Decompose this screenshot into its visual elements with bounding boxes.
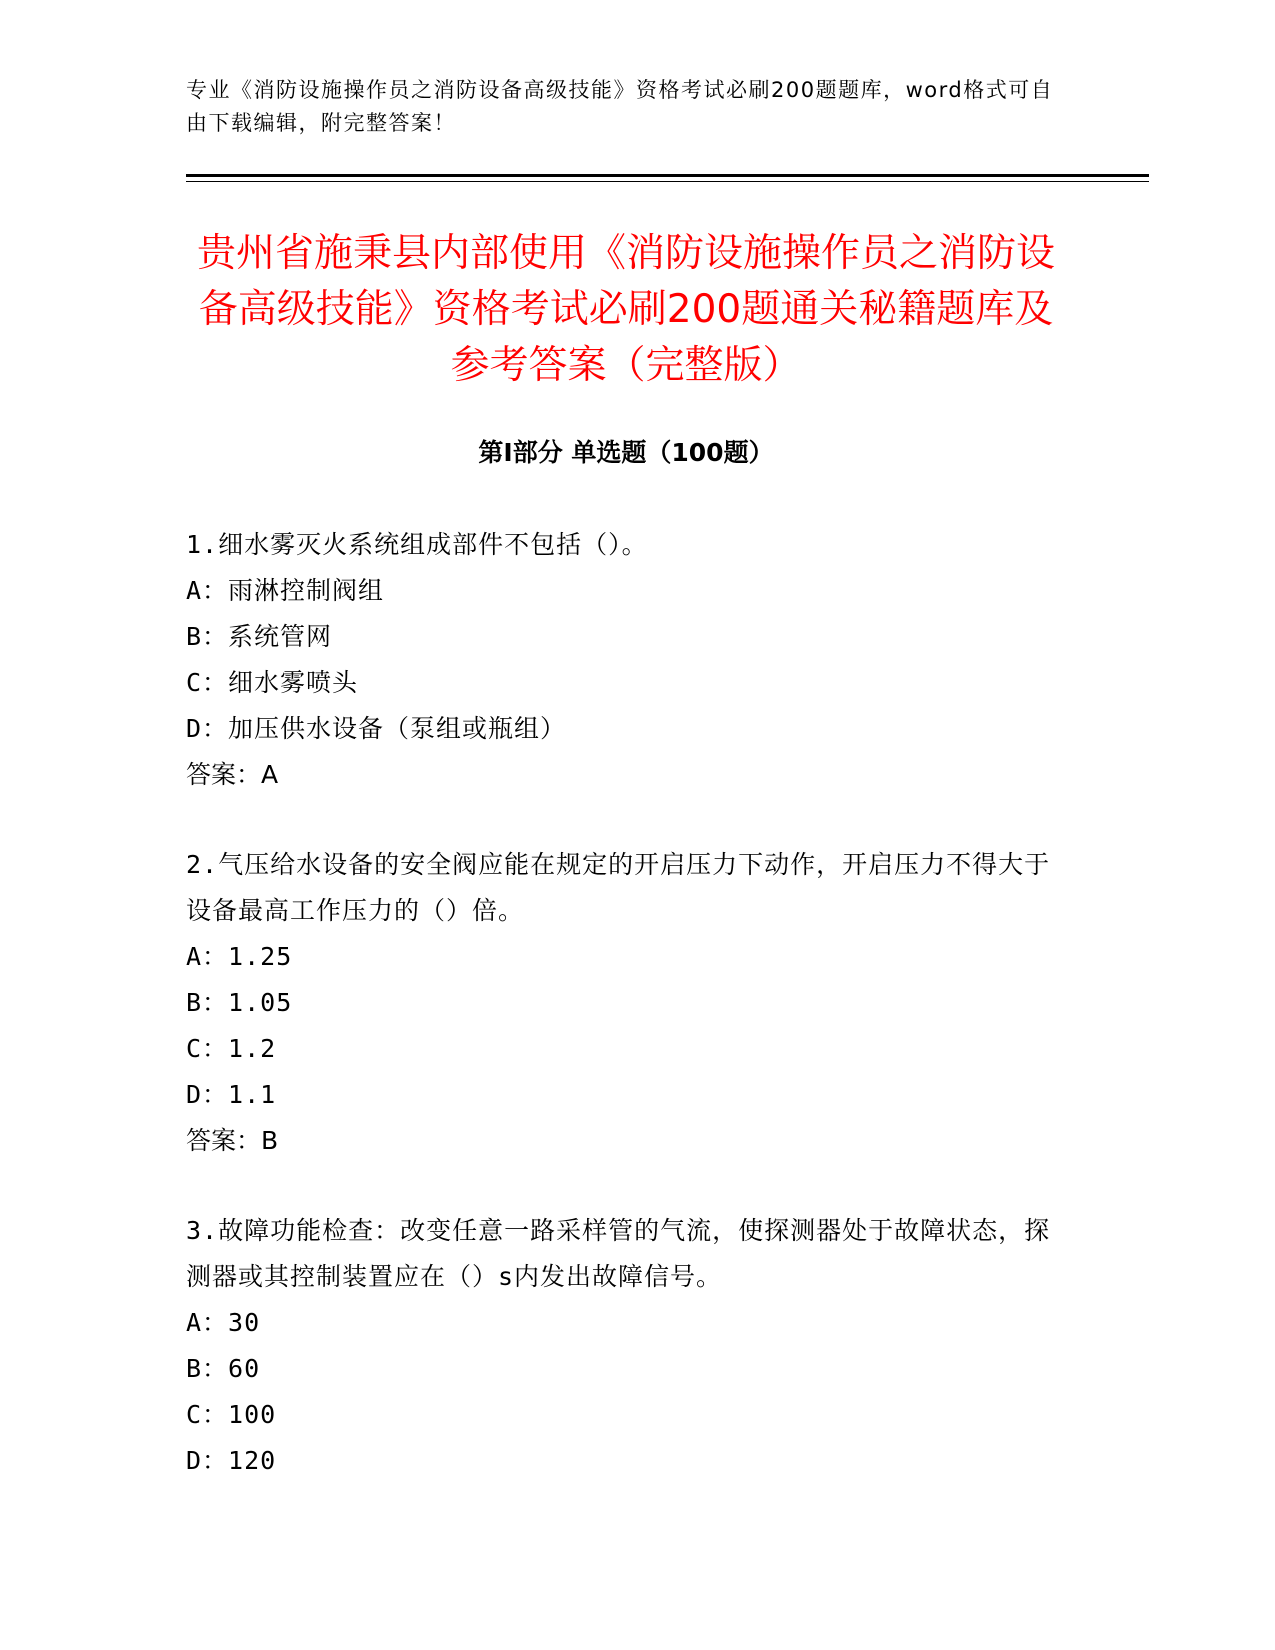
header-divider-thick xyxy=(186,174,1149,177)
question-stem: 2.气压给水设备的安全阀应能在规定的开启压力下动作，开启压力不得大于设备最高工作压力的（）倍。 xyxy=(186,850,1051,925)
answer: 答案：B xyxy=(186,1126,279,1155)
section-title: 第Ⅰ部分 单选题（100题） xyxy=(478,438,774,467)
option-c: C：100 xyxy=(186,1400,277,1429)
question-1 xyxy=(186,522,1066,798)
option-d: D：1.1 xyxy=(186,1080,277,1109)
option-c: C：细水雾喷头 xyxy=(186,668,359,697)
header-divider-thin xyxy=(186,181,1149,182)
question-2 xyxy=(186,842,1066,1164)
option-a: A：1.25 xyxy=(186,942,293,971)
option-b: B：1.05 xyxy=(186,988,293,1017)
option-d: D：加压供水设备（泵组或瓶组） xyxy=(186,714,567,743)
header-note: 专业《消防设施操作员之消防设备高级技能》资格考试必刷200题题库，word格式可自由下载编辑，附完整答案！ xyxy=(186,78,1054,135)
option-b: B：60 xyxy=(186,1354,261,1383)
question-stem: 1.细水雾灭火系统组成部件不包括（）。 xyxy=(186,530,648,559)
option-d: D：120 xyxy=(186,1446,277,1475)
question-3 xyxy=(186,1208,1066,1484)
question-list xyxy=(186,522,1066,1528)
document-title: 贵州省施秉县内部使用《消防设施操作员之消防设备高级技能》资格考试必刷200题通关秘籍题库及参考答案（完整版） xyxy=(196,231,1055,388)
answer: 答案：A xyxy=(186,760,279,789)
option-c: C：1.2 xyxy=(186,1034,277,1063)
question-stem: 3.故障功能检查：改变任意一路采样管的气流，使探测器处于故障状态，探测器或其控制装置应在（）s内发出故障信号。 xyxy=(186,1216,1051,1291)
option-a: A：30 xyxy=(186,1308,261,1337)
option-b: B：系统管网 xyxy=(186,622,333,651)
option-a: A：雨淋控制阀组 xyxy=(186,576,385,605)
